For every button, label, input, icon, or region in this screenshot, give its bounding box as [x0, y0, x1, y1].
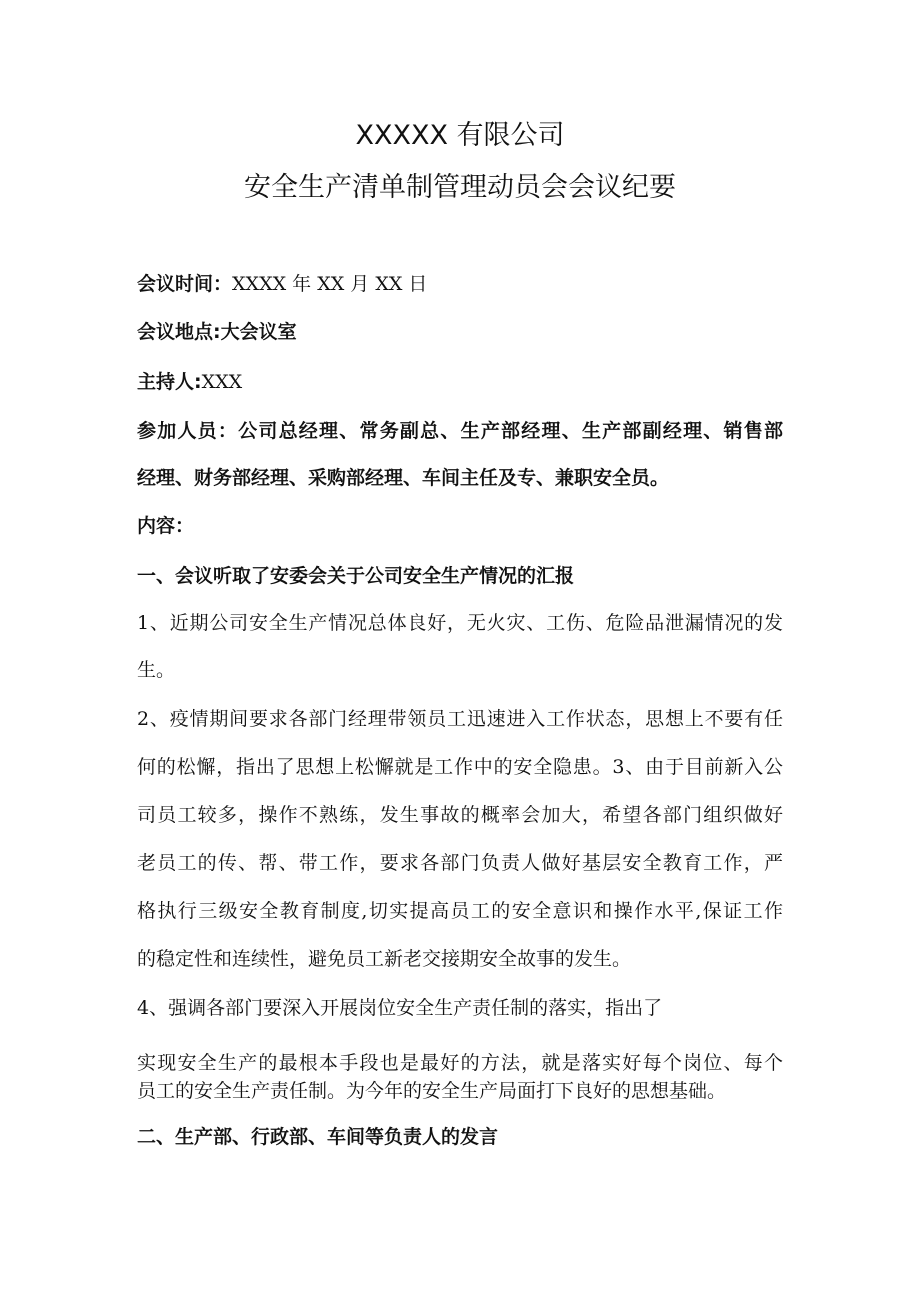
paragraph-2-line-2: 何的松懈，指出了思想上松懈就是工作中的安全隐患。3、由于目前新入公	[137, 756, 783, 778]
attendees-line-2: 经理、财务部经理、采购部经理、车间主任及专、兼职安全员。	[137, 467, 670, 489]
paragraph-3-line-1: 4、强调各部门要深入开展岗位安全生产责任制的落实，指出了	[137, 997, 663, 1019]
paragraph-4-line-2: 员工的安全生产责任制。为今年的安全生产局面打下良好的思想基础。	[137, 1080, 727, 1102]
section-1-heading: 一、会议听取了安委会关于公司安全生产情况的汇报	[137, 565, 575, 587]
meeting-place	[137, 319, 297, 345]
meeting-place-label: 会议地点:	[137, 321, 221, 343]
meeting-time-label: 会议时间：	[137, 273, 233, 295]
attendees-text-1: 公司总经理、常务副总、生产部经理、生产部副经理、销售部	[238, 420, 783, 442]
paragraph-1-line-1: 1、近期公司安全生产情况总体良好，无火灾、工伤、危险品泄漏情况的发	[137, 612, 783, 634]
meeting-time-value: XXXX 年 XX 月 XX 日	[232, 273, 428, 295]
document-title: 安全生产清单制管理动员会会议纪要	[244, 172, 676, 203]
attendees-label: 参加人员：	[137, 420, 239, 442]
paragraph-1-line-2: 生。	[137, 659, 176, 681]
paragraph-2-line-3: 司员工较多，操作不熟练，发生事故的概率会加大，希望各部门组织做好	[137, 804, 783, 826]
content-label: 内容：	[137, 515, 195, 537]
paragraph-2-line-6: 的稳定性和连续性，避免员工新老交接期安全故事的发生。	[137, 948, 632, 970]
meeting-host-label: 主持人:	[137, 371, 202, 393]
meeting-time	[137, 271, 427, 297]
paragraph-4-line-1: 实现安全生产的最根本手段也是最好的方法，就是落实好每个岗位、每个	[137, 1052, 783, 1074]
meeting-host	[137, 369, 242, 395]
paragraph-2-line-4: 老员工的传、帮、带工作，要求各部门负责人做好基层安全教育工作，严	[137, 852, 783, 874]
section-2-heading: 二、生产部、行政部、车间等负责人的发言	[137, 1126, 499, 1148]
paragraph-2-line-1: 2、疫情期间要求各部门经理带领员工迅速进入工作状态，思想上不要有任	[137, 708, 783, 730]
attendees-line-1	[137, 418, 783, 444]
meeting-host-value: XXX	[201, 371, 243, 393]
meeting-place-value: 大会议室	[220, 321, 297, 343]
company-name: XXXXX 有限公司	[355, 120, 565, 151]
paragraph-2-line-5: 格执行三级安全教育制度,切实提高员工的安全意识和操作水平,保证工作	[137, 900, 783, 922]
